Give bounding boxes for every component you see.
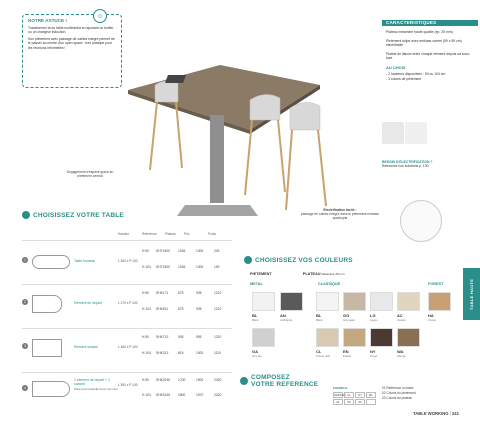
swatch-code: WA <box>397 349 404 354</box>
swatch-name: Legno <box>370 318 378 322</box>
tip-paragraph-2: Son pietement avec passage de cables integre permet de le passer au centre d'un open space : tres pratique pour les reunions informelles ! <box>28 36 115 50</box>
table-row: 2 Element de depart L 170 x P 100 H.90 SHK171 875 935 1210 H.104 SHK511 875 935 1210 <box>22 284 232 326</box>
option-labels: PIETEMENT PLATEAU Melamine 25 mm <box>250 272 345 276</box>
reference-legend: 01 Reference ou base 02 Coloris du pietement 03 Coloris du plateau <box>382 386 416 400</box>
group-forest: FOREST <box>428 282 444 286</box>
clearance-caption: Degagement d'espace grace au pietement central <box>66 170 114 179</box>
choose-colors-title: CHOISISSEZ VOS COULEURS <box>244 256 353 264</box>
swatch-code: GG <box>343 313 350 318</box>
table-shape-next <box>32 339 62 357</box>
electrification-text: Retrouvez nos solutions p. 130 <box>382 164 429 169</box>
group-classique: CLASSIQUE <box>318 282 341 286</box>
swatch-code: LG <box>370 313 376 318</box>
choose-table-title: CHOISISSEZ VOTRE TABLE <box>22 211 124 219</box>
table-row: 1 Table tonneau L 260 x P 100 H.90 SHT1900 1035 1300 230 H.104 SHT1500 1035 1300 190 <box>22 240 232 282</box>
swatch-classique-ac[interactable] <box>397 292 420 311</box>
swatch-name: Gris galet <box>343 318 355 322</box>
chat-smile-icon: ☺ <box>93 9 107 23</box>
swatch-name: Chene <box>428 318 437 322</box>
side-tab: TABLE HAUTE <box>463 268 480 320</box>
char-text-1: Plateau melamine haute qualite (ep. 25 mm) <box>386 30 453 35</box>
swatch-name: Erable <box>343 354 352 358</box>
choice-1: - 2 hauteurs disponibles : 90 ou 104 cm <box>386 71 446 76</box>
tip-paragraph-1: Transformez la en table multimedia en ajoutant un boitier ou un chargeur induction. <box>28 25 114 35</box>
section-bullet-icon <box>240 377 248 385</box>
socket-image-2 <box>405 122 427 144</box>
table-row: 3 Element suivant L 180 x P 100 H.90 SHK713 905 995 1210 H.104 SHK313 815 1000 1110 <box>22 328 232 370</box>
swatch-classique-cl[interactable] <box>316 328 339 347</box>
swatch-name: Chene clair <box>316 354 331 358</box>
swatch-code: GA <box>252 349 258 354</box>
swatch-forest-ha[interactable] <box>428 292 451 311</box>
swatch-metal-bl[interactable] <box>252 292 275 311</box>
tip-title: NOTRE ASTUCE ! <box>28 18 67 23</box>
swatch-classique-gg[interactable] <box>343 292 366 311</box>
swatch-metal-ga[interactable] <box>252 328 275 347</box>
swatch-name: Anthracite <box>280 318 293 322</box>
swatch-metal-an[interactable] <box>280 292 303 311</box>
socket-image <box>382 122 404 144</box>
swatch-name: Blanc <box>252 318 259 322</box>
section-bullet-icon <box>22 211 30 219</box>
top-option-label: PLATEAU <box>302 272 321 276</box>
swatch-code: EN <box>343 349 349 354</box>
group-metal: METAL <box>250 282 263 286</box>
electrification-title: BESOIN D'ELECTRIFICATION ? <box>382 160 433 164</box>
swatch-code: BL <box>316 313 322 318</box>
char-text-3: Platine de liaison entre chaque element depuis sa sous-face <box>386 51 471 61</box>
electrification-info <box>382 160 478 169</box>
swatch-code: HA <box>428 313 434 318</box>
reference-example: EXEMPLE SHK3190 CL NY BL 01 02 03 <box>333 386 376 405</box>
swatch-name: Wenge <box>397 354 406 358</box>
table-shape-start <box>32 295 62 313</box>
section-bullet-icon <box>244 256 252 264</box>
swatch-code: AC <box>397 313 403 318</box>
characteristics-header: CARACTERISTIQUES <box>382 20 478 26</box>
swatch-code: AN <box>280 313 286 318</box>
swatch-name: Acacia <box>397 318 406 322</box>
swatch-name: Noyer <box>370 354 378 358</box>
table-header: Hauteur Reference Plateau Prix Poids <box>118 232 216 236</box>
page-footer: TABLE WORKING | 241 <box>413 411 459 416</box>
swatch-code: BL <box>252 313 258 318</box>
table-shape-combo <box>32 381 70 397</box>
swatch-code: NY <box>370 349 376 354</box>
characteristics-panel <box>382 20 478 86</box>
swatch-code: CL <box>316 349 322 354</box>
swatch-classique-en[interactable] <box>343 328 366 347</box>
base-option-label: PIETEMENT <box>250 272 272 276</box>
table-row: 4 1 element de depart + 1 suivant Pietement partiellement commun L 350 x P 100 H.90 SHK3190 1700 1900 2420 H.104 SHK3145 1800 1970 2320 <box>22 372 232 406</box>
table-illustration <box>100 20 370 230</box>
char-text-2: Pietement tulipe avec embase carree (59 x 59 cm) electrifiable <box>386 38 462 48</box>
electrification-caption: Electrification facile : passage de cables integre dans le pietement embase quadruple <box>300 208 380 221</box>
grommet-detail-image <box>400 200 442 242</box>
swatch-name: Gris alu <box>252 354 262 358</box>
choice-title: AU CHOIX <box>386 65 406 71</box>
table-shape-barrel <box>32 255 70 269</box>
choice-2: - 3 coloris de pietement <box>386 77 422 82</box>
swatch-name: Blanc <box>316 318 323 322</box>
reference-title: COMPOSEZ VOTRE REFERENCE <box>240 374 318 388</box>
swatch-classique-ny[interactable] <box>370 328 393 347</box>
swatch-classique-wa[interactable] <box>397 328 420 347</box>
swatch-classique-bl[interactable] <box>316 292 339 311</box>
swatch-classique-lg[interactable] <box>370 292 393 311</box>
